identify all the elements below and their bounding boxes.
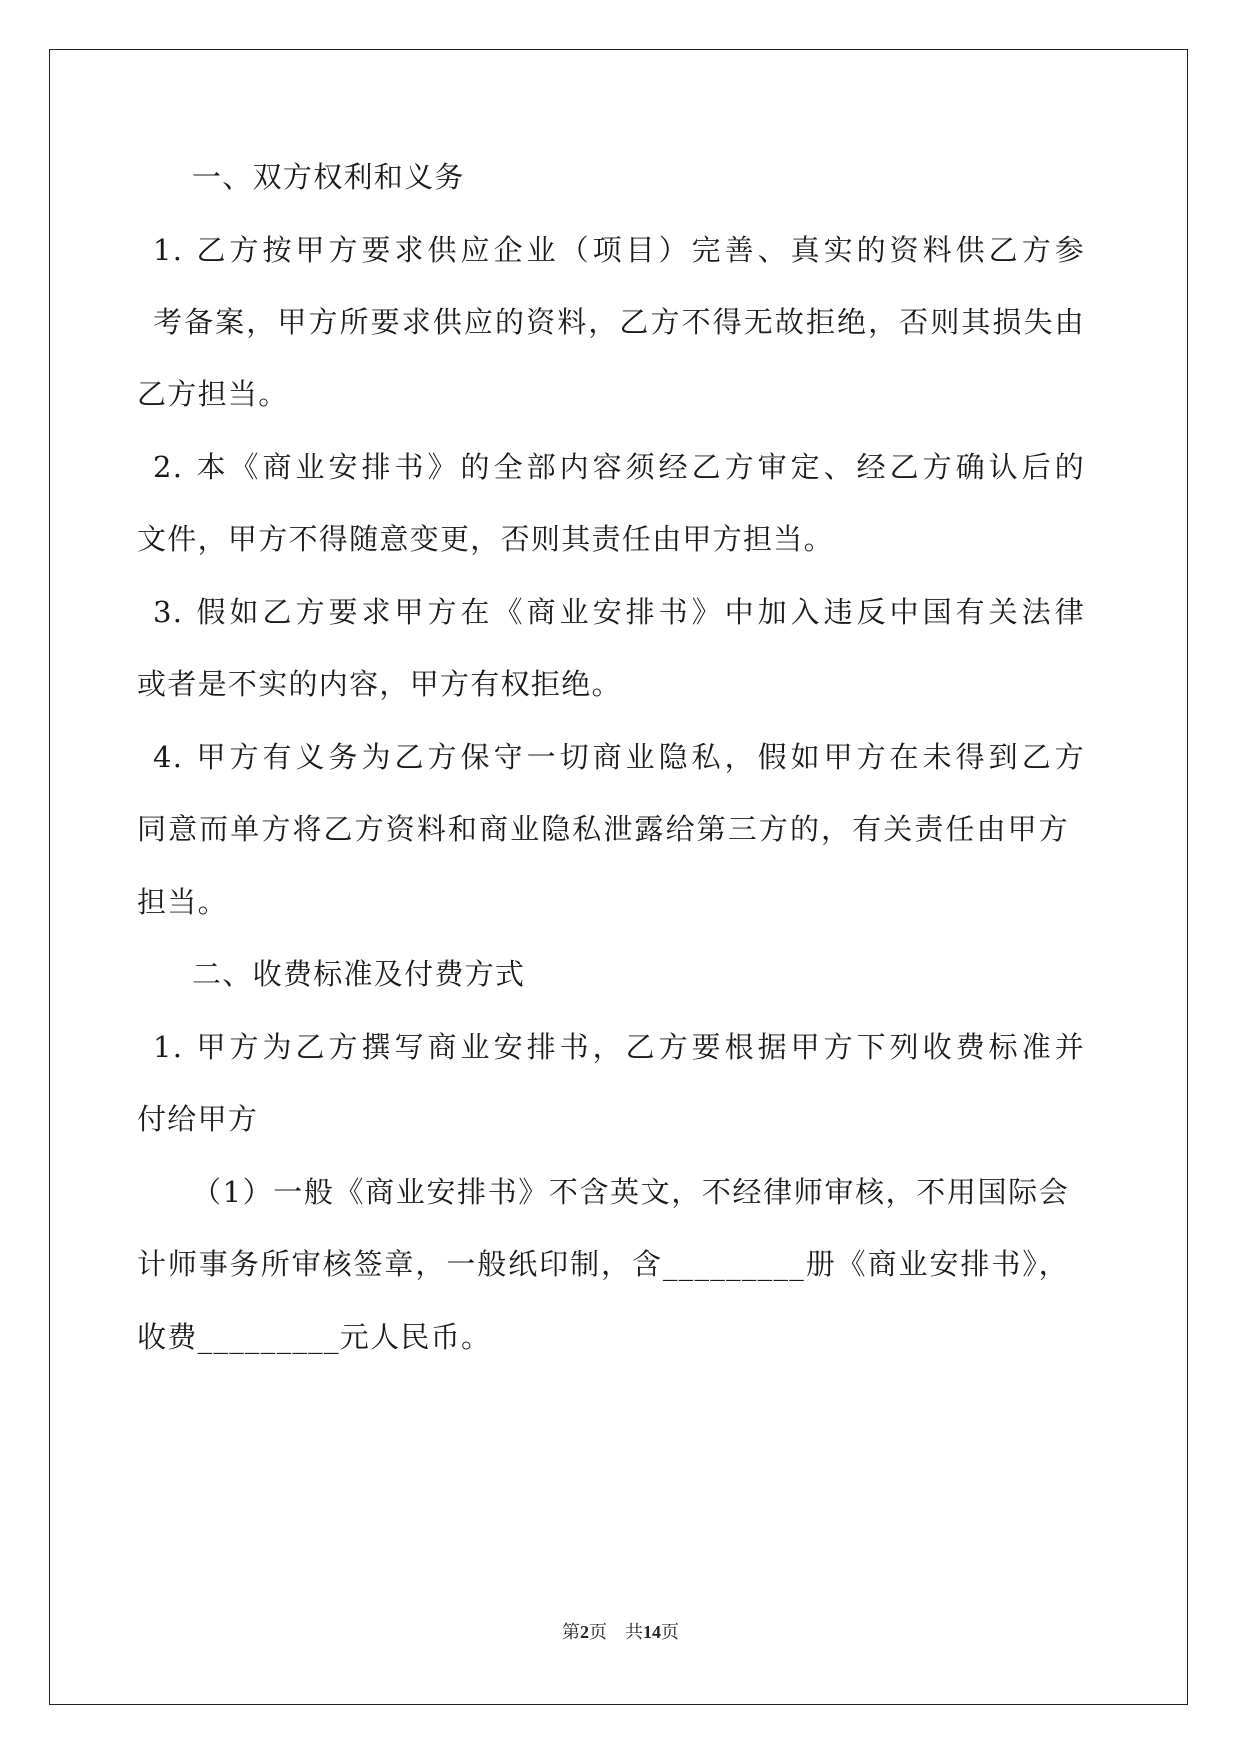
- paragraph-line: 乙方担当。: [137, 377, 289, 411]
- footer-total-pages: 14: [643, 1622, 661, 1642]
- section-heading-rights: 一、双方权利和义务: [192, 160, 465, 194]
- paragraph-line: （1）一般《商业安排书》不含英文，不经律师审核，不用国际会: [192, 1175, 1069, 1209]
- paragraph-line: 文件，甲方不得随意变更，否则其责任由甲方担当。: [137, 522, 834, 556]
- paragraph-line: 或者是不实的内容，甲方有权拒绝。: [137, 667, 622, 701]
- paragraph-line: 2. 本《商业安排书》的全部内容须经乙方审定、经乙方确认后的: [153, 450, 1085, 484]
- paragraph-line: 4. 甲方有义务为乙方保守一切商业隐私，假如甲方在未得到乙方: [153, 740, 1085, 774]
- paragraph-line: 付给甲方: [137, 1102, 259, 1136]
- footer-page-number: 2: [580, 1622, 589, 1642]
- footer-page-suffix: 页: [589, 1622, 607, 1642]
- paragraph-line: 同意而单方将乙方资料和商业隐私泄露给第三方的，有关责任由甲方: [137, 812, 1069, 846]
- page-border: [49, 49, 1188, 1705]
- paragraph-line: 收费_________元人民币。: [137, 1320, 492, 1354]
- paragraph-line: 1. 甲方为乙方撰写商业安排书，乙方要根据甲方下列收费标准并: [153, 1030, 1085, 1064]
- footer-page-prefix: 第: [562, 1622, 580, 1642]
- footer-total-prefix: 共: [625, 1622, 643, 1642]
- section-heading-fees: 二、收费标准及付费方式: [192, 957, 526, 991]
- paragraph-line: 担当。: [137, 885, 228, 919]
- paragraph-line: 1. 乙方按甲方要求供应企业（项目）完善、真实的资料供乙方参: [153, 233, 1085, 267]
- page-footer: [0, 1618, 1241, 1644]
- paragraph-line: 3. 假如乙方要求甲方在《商业安排书》中加入违反中国有关法律: [153, 595, 1085, 629]
- footer-total-suffix: 页: [661, 1622, 679, 1642]
- paragraph-line: 计师事务所审核签章，一般纸印制，含_________册《商业安排书》，: [137, 1247, 1069, 1281]
- paragraph-line: 考备案，甲方所要求供应的资料，乙方不得无故拒绝，否则其损失由: [153, 305, 1085, 339]
